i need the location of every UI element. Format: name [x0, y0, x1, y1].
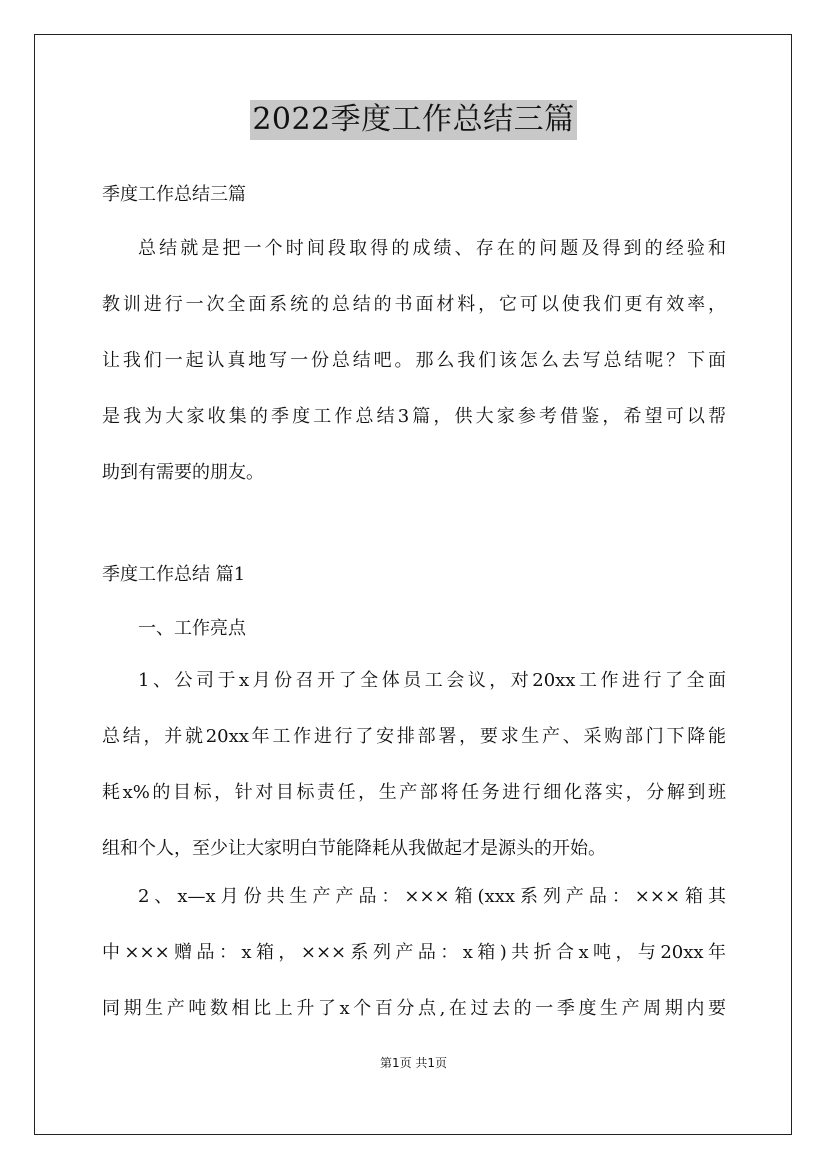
intro-paragraph — [102, 234, 726, 514]
intro-line: 助到有需要的朋友。 — [102, 462, 264, 483]
page-footer — [0, 1054, 827, 1071]
intro-line: 是我为大家收集的季度工作总结3篇，供大家参考借鉴，希望可以帮 — [102, 406, 726, 427]
subsection-heading-text: 一、工作亮点 — [138, 618, 246, 639]
subtitle-text: 季度工作总结三篇 — [102, 184, 246, 205]
intro-line: 让我们一起认真地写一份总结吧。那么我们该怎么去写总结呢？下面 — [102, 350, 726, 371]
section-heading — [102, 560, 726, 589]
item-2-paragraph — [102, 882, 726, 1050]
subtitle — [102, 180, 726, 209]
subsection-heading — [102, 614, 726, 643]
item-1-line: 总结，并就20xx年工作进行了安排部署，要求生产、采购部门下降能 — [102, 726, 726, 747]
item-2-line: 同期生产吨数相比上升了x个百分点,在过去的一季度生产周期内要 — [102, 998, 726, 1019]
item-1-line: 耗x%的目标，针对目标责任，生产部将任务进行细化落实，分解到班 — [102, 782, 726, 803]
intro-line: 总结就是把一个时间段取得的成绩、存在的问题及得到的经验和 — [138, 238, 726, 259]
document-title-text: 2022季度工作总结三篇 — [250, 100, 576, 140]
page-number: 第1页 共1页 — [379, 1056, 448, 1070]
item-1-line: 1、公司于x月份召开了全体员工会议，对20xx工作进行了全面 — [138, 670, 726, 691]
section-heading-text: 季度工作总结 篇1 — [102, 564, 246, 585]
document-title — [0, 100, 827, 140]
item-1-line: 组和个人，至少让大家明白节能降耗从我做起才是源头的开始。 — [102, 838, 606, 859]
item-2-line: 中×××赠品：x箱，×××系列产品：x箱)共折合x吨，与20xx年 — [102, 942, 726, 963]
item-2-line: 2、x—x月份共生产产品：×××箱(xxx系列产品：×××箱其 — [138, 886, 726, 907]
intro-line: 教训进行一次全面系统的总结的书面材料，它可以使我们更有效率， — [102, 294, 726, 315]
item-1-paragraph — [102, 666, 726, 890]
